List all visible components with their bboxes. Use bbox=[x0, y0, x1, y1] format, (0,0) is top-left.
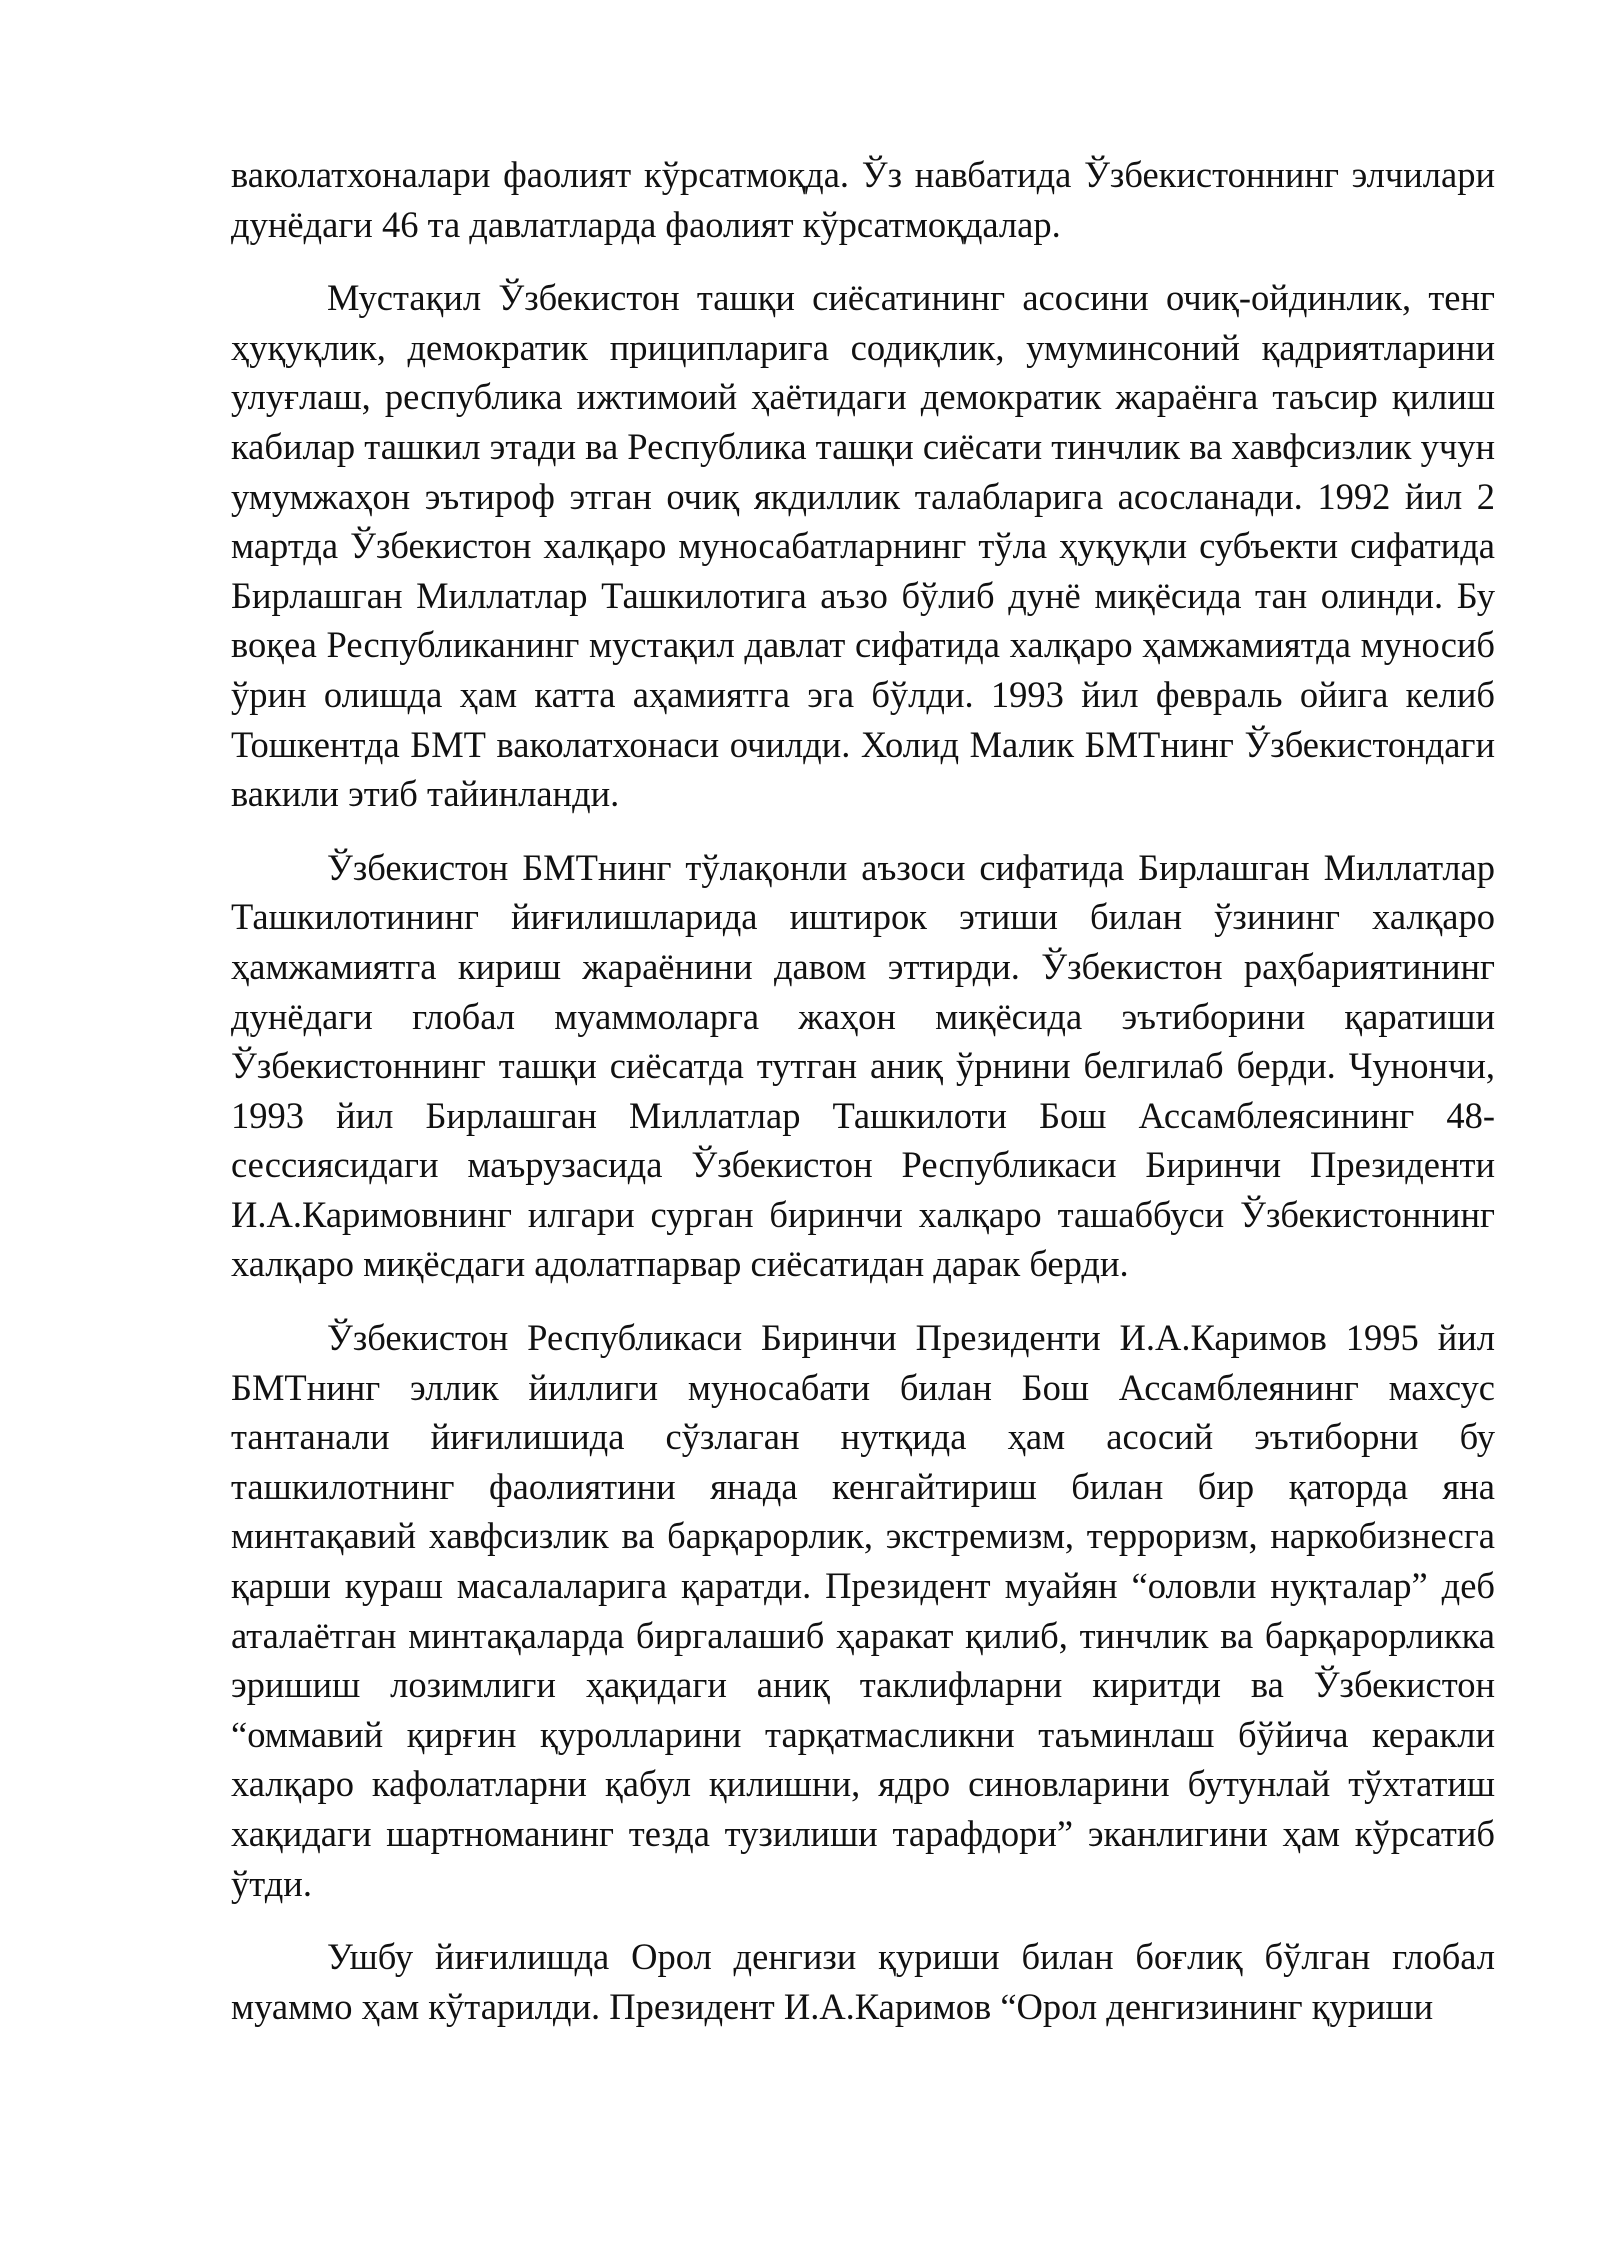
paragraph-5: Ушбу йиғилишда Орол денгизи қуриши билан боғлиқ бўлган глобал муаммо ҳам кўтарилди. Президент И.А.Каримов “Орол денгизининг қуриши bbox=[231, 1936, 1495, 2027]
paragraph-2: Мустақил Ўзбекистон ташқи сиёсатининг асосини очиқ-ойдинлик, тенг ҳуқуқлик, демократик приципларига содиқлик, умуминсоний қадриятларини улуғлаш, республика ижтимоий ҳаётидаги демократик жараёнга таъсир қилиш кабилар ташкил этади ва Республика ташқи сиёсати тинчлик ва хавфсизлик учун умумжаҳон эътироф этган очиқ якдиллик талабларига асосланади. 1992 йил 2 мартда Ўзбекистон халқаро муносабатларнинг тўла ҳуқуқли субъекти сифатида Бирлашган Миллатлар Ташкилотига аъзо бўлиб дунё миқёсида тан олинди. Бу воқеа Республиканинг мустақил давлат сифатида халқаро ҳамжамиятда муносиб ўрин олишда ҳам катта аҳамиятга эга бўлди. 1993 йил февраль ойига келиб Тошкентда БМТ ваколатхонаси очилди. Холид Малик БМТнинг Ўзбекистондаги вакили этиб тайинланди. bbox=[231, 277, 1495, 815]
paragraph-4: Ўзбекистон Республикаси Биринчи Президенти И.А.Каримов 1995 йил БМТнинг эллик йиллиги муносабати билан Бош Ассамблеянинг махсус тантанали йиғилишида сўзлаган нутқида ҳам асосий эътиборни бу ташкилотнинг фаолиятини янада кенгайтириш билан бир қаторда яна минтақавий хавфсизлик ва барқарорлик, экстремизм, терроризм, наркобизнесга қарши кураш масалаларига қаратди. Президент муайян “оловли нуқталар” деб аталаётган минтақаларда биргалашиб ҳаракат қилиб, тинчлик ва барқарорликка эришиш лозимлиги ҳақидаги аниқ таклифларни киритди ва Ўзбекистон “оммавий қирғин қуролларини тарқатмасликни таъминлаш бўйича керакли халқаро кафолатларни қабул қилишни, ядро синовларини бутунлай тўхтатиш хақидаги шартноманинг тезда тузилиши тарафдори” эканлигини ҳам кўрсатиб ўтди. bbox=[231, 1317, 1495, 1904]
document-page bbox=[231, 150, 1495, 2055]
paragraph-1: ваколатхоналари фаолият кўрсатмоқда. Ўз навбатида Ўзбекистоннинг элчилари дунёдаги 46 та давлатларда фаолият кўрсатмоқдалар. bbox=[231, 154, 1495, 245]
paragraph-3: Ўзбекистон БМТнинг тўлақонли аъзоси сифатида Бирлашган Миллатлар Ташкилотининг йиғилишларида иштирок этиши билан ўзининг халқаро ҳамжамиятга кириш жараёнини давом эттирди. Ўзбекистон раҳбариятининг дунёдаги глобал муаммоларга жаҳон миқёсида эътиборини қаратиши Ўзбекистоннинг ташқи сиёсатда тутган аниқ ўрнини белгилаб берди. Чунончи, 1993 йил Бирлашган Миллатлар Ташкилоти Бош Ассамблеясининг 48-сессиясидаги маърузасида Ўзбекистон Республикаси Биринчи Президенти И.А.Каримовнинг илгари сурган биринчи халқаро ташаббуси Ўзбекистоннинг халқаро миқёсдаги адолатпарвар сиёсатидан дарак берди. bbox=[231, 846, 1495, 1285]
